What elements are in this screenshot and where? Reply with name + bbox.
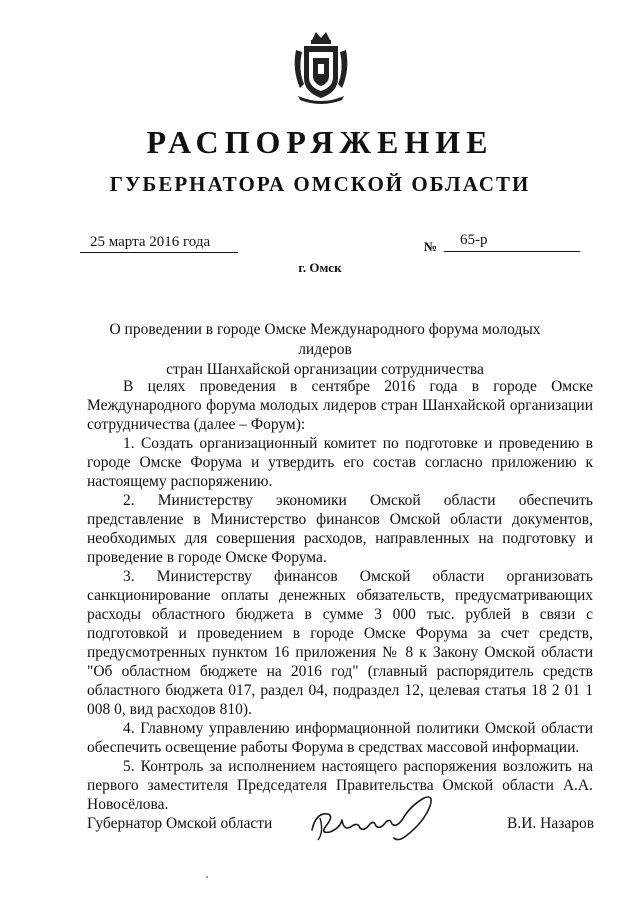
signatory-name: В.И. Назаров <box>507 815 595 832</box>
document-number: 65-р <box>444 232 580 252</box>
document-body <box>87 377 593 814</box>
document-city: г. Омск <box>298 260 342 275</box>
body-paragraph: 4. Главному управлению информационной политики Омской области обеспечить освещение работы Форума в средствах массовой информации. <box>87 720 593 756</box>
body-paragraph: В целях проведения в сентябре 2016 года в городе Омске Международного форума молодых лидеров стран Шанхайской организации сотрудничества (далее – Форум): <box>87 378 593 433</box>
subject-line: стран Шанхайской организации сотрудничества <box>166 361 484 378</box>
body-paragraph: 1. Создать организационный комитет по подготовке и проведению в городе Омске Форума и утвердить его состав согласно приложению к настоящему распоряжению. <box>87 435 593 490</box>
document-subtitle: ГУБЕРНАТОРА ОМСКОЙ ОБЛАСТИ <box>109 172 531 196</box>
handwritten-signature-icon <box>306 792 446 850</box>
signatory-position: Губернатор Омской области <box>87 815 273 832</box>
subject-line: О проведении в городе Омске Международного форума молодых лидеров <box>109 321 541 358</box>
document-subject <box>95 320 555 380</box>
scan-dot <box>206 876 208 878</box>
body-paragraph: 3. Министерству финансов Омской области организовать санкционирование оплаты денежных обязательств, предусматривающих расходы областного бюджета в сумме 3 000 тыс. рублей в связи с подготовкой и проведением в городе Омске Форума за счет средств, предусмотренных пунктом 16 приложения № 8 к Закону Омской области "Об областном бюджете на 2016 год" (главный распорядитель средств областного бюджета 017, раздел 04, подраздел 12, целевая статья 18 2 01 1 008 0, вид расходов 810). <box>87 568 593 718</box>
coat-of-arms-icon <box>290 30 352 106</box>
document-number-label: № <box>424 239 438 254</box>
body-paragraph: 2. Министерству экономики Омской области обеспечить представление в Министерство финансов Омской области документов, необходимых для совершения расходов, направленных на подготовку и проведение в городе Омске Форума. <box>87 492 593 566</box>
body-paragraph: 5. Контроль за исполнением настоящего распоряжения возложить на первого заместителя Председателя Правительства Омской области А.А. Новосёлова. <box>87 758 593 813</box>
document-title: РАСПОРЯЖЕНИЕ <box>146 124 494 160</box>
document-date: 25 марта 2016 года <box>80 234 238 253</box>
